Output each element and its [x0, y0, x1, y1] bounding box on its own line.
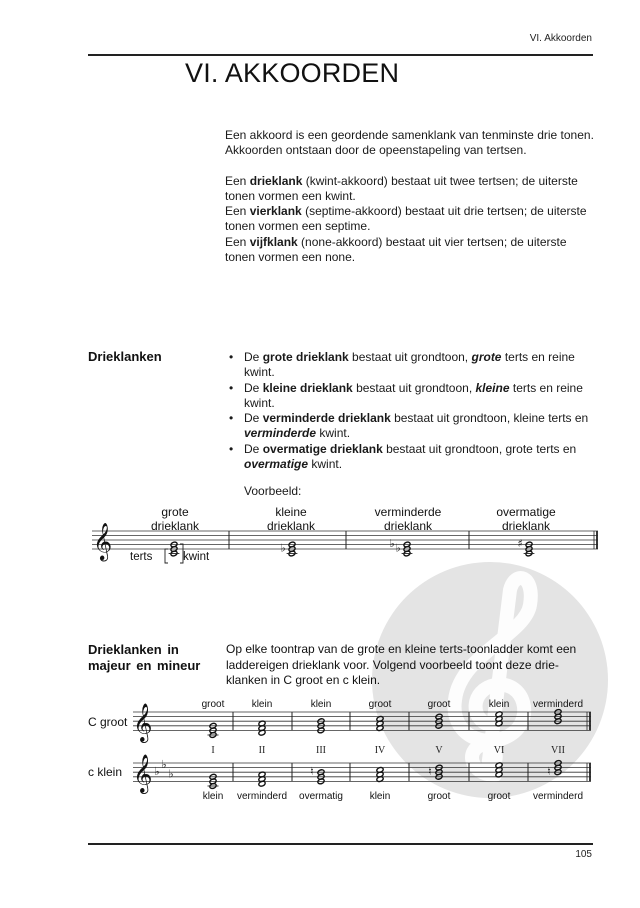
minor-quality-label: klein [369, 791, 391, 802]
roman-degree-label: VII [551, 745, 565, 756]
major-quality-label: klein [310, 699, 332, 710]
treble-clef-icon: 𝄞 [133, 753, 153, 793]
minor-quality-label: groot [427, 791, 451, 802]
example-chord-label: verminderde drieklank [374, 505, 442, 533]
roman-degree-label: V [435, 745, 443, 756]
major-quality-label: groot [201, 699, 225, 710]
bullet-item: • De kleine drieklank bestaat uit grondtoon, kleine terts en reine kwint. [229, 380, 583, 410]
minor-quality-label: klein [202, 791, 224, 802]
roman-degree-label: I [211, 745, 215, 756]
flat-icon: ♭ [154, 764, 160, 778]
natural-icon: ♮ [310, 764, 314, 778]
majeur-mineur-text: Op elke toontrap van de grote en kleine terts-toonladder komt een laddereigen drieklank voor. Volgend voorbeeld toont deze drie- klanken in C groot en c klein. [226, 642, 577, 687]
minor-quality-label: overmatig [299, 791, 343, 802]
major-quality-label: klein [251, 699, 273, 710]
flat-icon: ♭ [280, 541, 286, 555]
flat-icon: ♭ [389, 537, 395, 551]
staff-label-c-groot: C groot [88, 715, 128, 729]
footer-rule [88, 843, 593, 845]
section-heading-majeur-mineur: Drieklanken in majeur en mineur [88, 642, 201, 673]
minor-quality-label: verminderd [236, 791, 288, 802]
roman-degree-label: IV [374, 745, 386, 756]
section-heading-drieklanken: Drieklanken [88, 349, 162, 364]
bullet-item: • De overmatige drieklank bestaat uit grondtoon, grote terts en overmatige kwint. [229, 441, 577, 472]
natural-icon: ♮ [547, 764, 551, 778]
major-quality-label: groot [427, 699, 451, 710]
intro-p1: Een akkoord is een geordende samenklank van tenminste drie tonen. [225, 128, 594, 142]
roman-degree-label: II [258, 745, 266, 756]
roman-degree-label: III [316, 745, 326, 756]
page-number: 105 [575, 849, 592, 860]
major-quality-label: groot [368, 699, 392, 710]
flat-icon: ♭ [168, 767, 174, 781]
intro-item-vierklank: Een vierklank (septime-akkoord) bestaat uit drie tertsen; de uiterste tonen vormen een septime. [225, 204, 587, 234]
minor-quality-label: groot [487, 791, 511, 802]
major-quality-label: verminderd [532, 699, 584, 710]
example-chord-label: overmatige drieklank [496, 505, 556, 533]
intro-item-vijfklank: Een vijfklank (none-akkoord) bestaat uit vier tertsen; de uiterste tonen vormen een none. [225, 234, 567, 265]
treble-clef-icon: 𝄞 [133, 702, 153, 742]
example-chord-label: kleine drieklank [266, 505, 316, 533]
example-chord-label: grote drieklank [150, 505, 200, 533]
voorbeeld-label: Voorbeeld: [244, 484, 302, 498]
bullet-item: • De verminderde drieklank bestaat uit grondtoon, kleine terts en verminderde kwint. [229, 411, 589, 441]
treble-clef-icon: 𝄞 [93, 522, 113, 560]
sharp-icon: ♯ [517, 537, 523, 551]
intro-item-drieklank: Een drieklank (kwint-akkoord) bestaat uit twee tertsen; de uiterste tonen vormen een kwint. [225, 173, 578, 203]
flat-icon: ♭ [395, 541, 401, 555]
kwint-label: kwint [183, 551, 210, 563]
running-head: VI. Akkoorden [529, 33, 592, 44]
page-title: VI. AKKOORDEN [185, 58, 400, 88]
minor-quality-label: verminderd [532, 791, 584, 802]
bullet-item: • De grote drieklank bestaat uit grondtoon, grote terts en reine kwint. [229, 350, 575, 380]
natural-icon: ♮ [428, 764, 432, 778]
flat-icon: ♭ [161, 758, 167, 772]
major-quality-label: klein [488, 699, 510, 710]
terts-label: terts [130, 551, 153, 563]
intro-p2: Akkoorden ontstaan door de opeenstapeling van tertsen. [225, 143, 527, 158]
staff-label-c-klein: c klein [88, 765, 123, 779]
roman-degree-label: VI [493, 745, 505, 756]
